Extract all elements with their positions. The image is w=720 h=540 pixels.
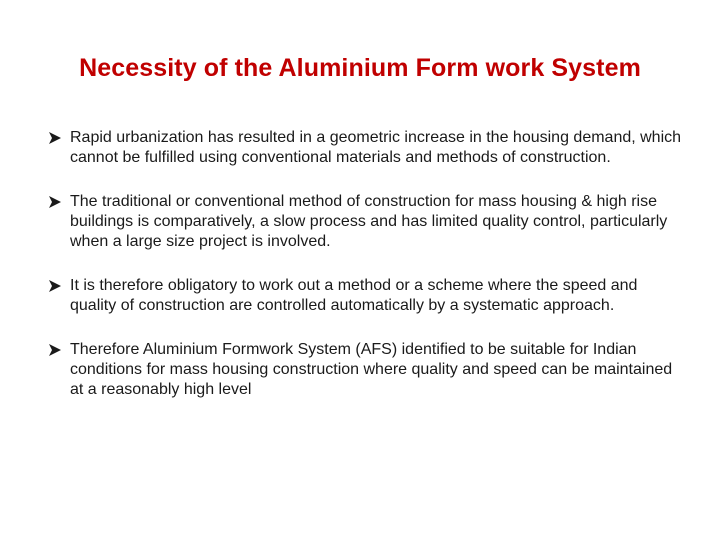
slide-title: Necessity of the Aluminium Form work System [79, 54, 641, 82]
bullet-item [48, 192, 688, 252]
bullet-item [48, 340, 688, 400]
bullet-text: Rapid urbanization has resulted in a geometric increase in the housing demand, which cannot be fulfilled using conventional materials and methods of construction. [70, 129, 682, 166]
arrow-bullet-icon [48, 128, 64, 148]
arrow-bullet-icon [48, 192, 64, 212]
bullet-text: Therefore Aluminium Formwork System (AFS) identified to be suitable for Indian conditions for mass housing construction where quality and speed can be maintained at a reasonably high level [70, 341, 673, 398]
arrow-bullet-icon [48, 276, 64, 296]
bullet-text: It is therefore obligatory to work out a method or a scheme where the speed and quality of construction are controlled automatically by a systematic approach. [70, 277, 638, 314]
arrow-bullet-icon [48, 340, 64, 360]
bullet-item [48, 276, 688, 316]
bullet-list [48, 128, 688, 424]
bullet-item [48, 128, 688, 168]
bullet-text: The traditional or conventional method of construction for mass housing & high rise buildings is comparatively, a slow process and has limited quality control, particularly when a large size project is involved. [70, 193, 668, 250]
